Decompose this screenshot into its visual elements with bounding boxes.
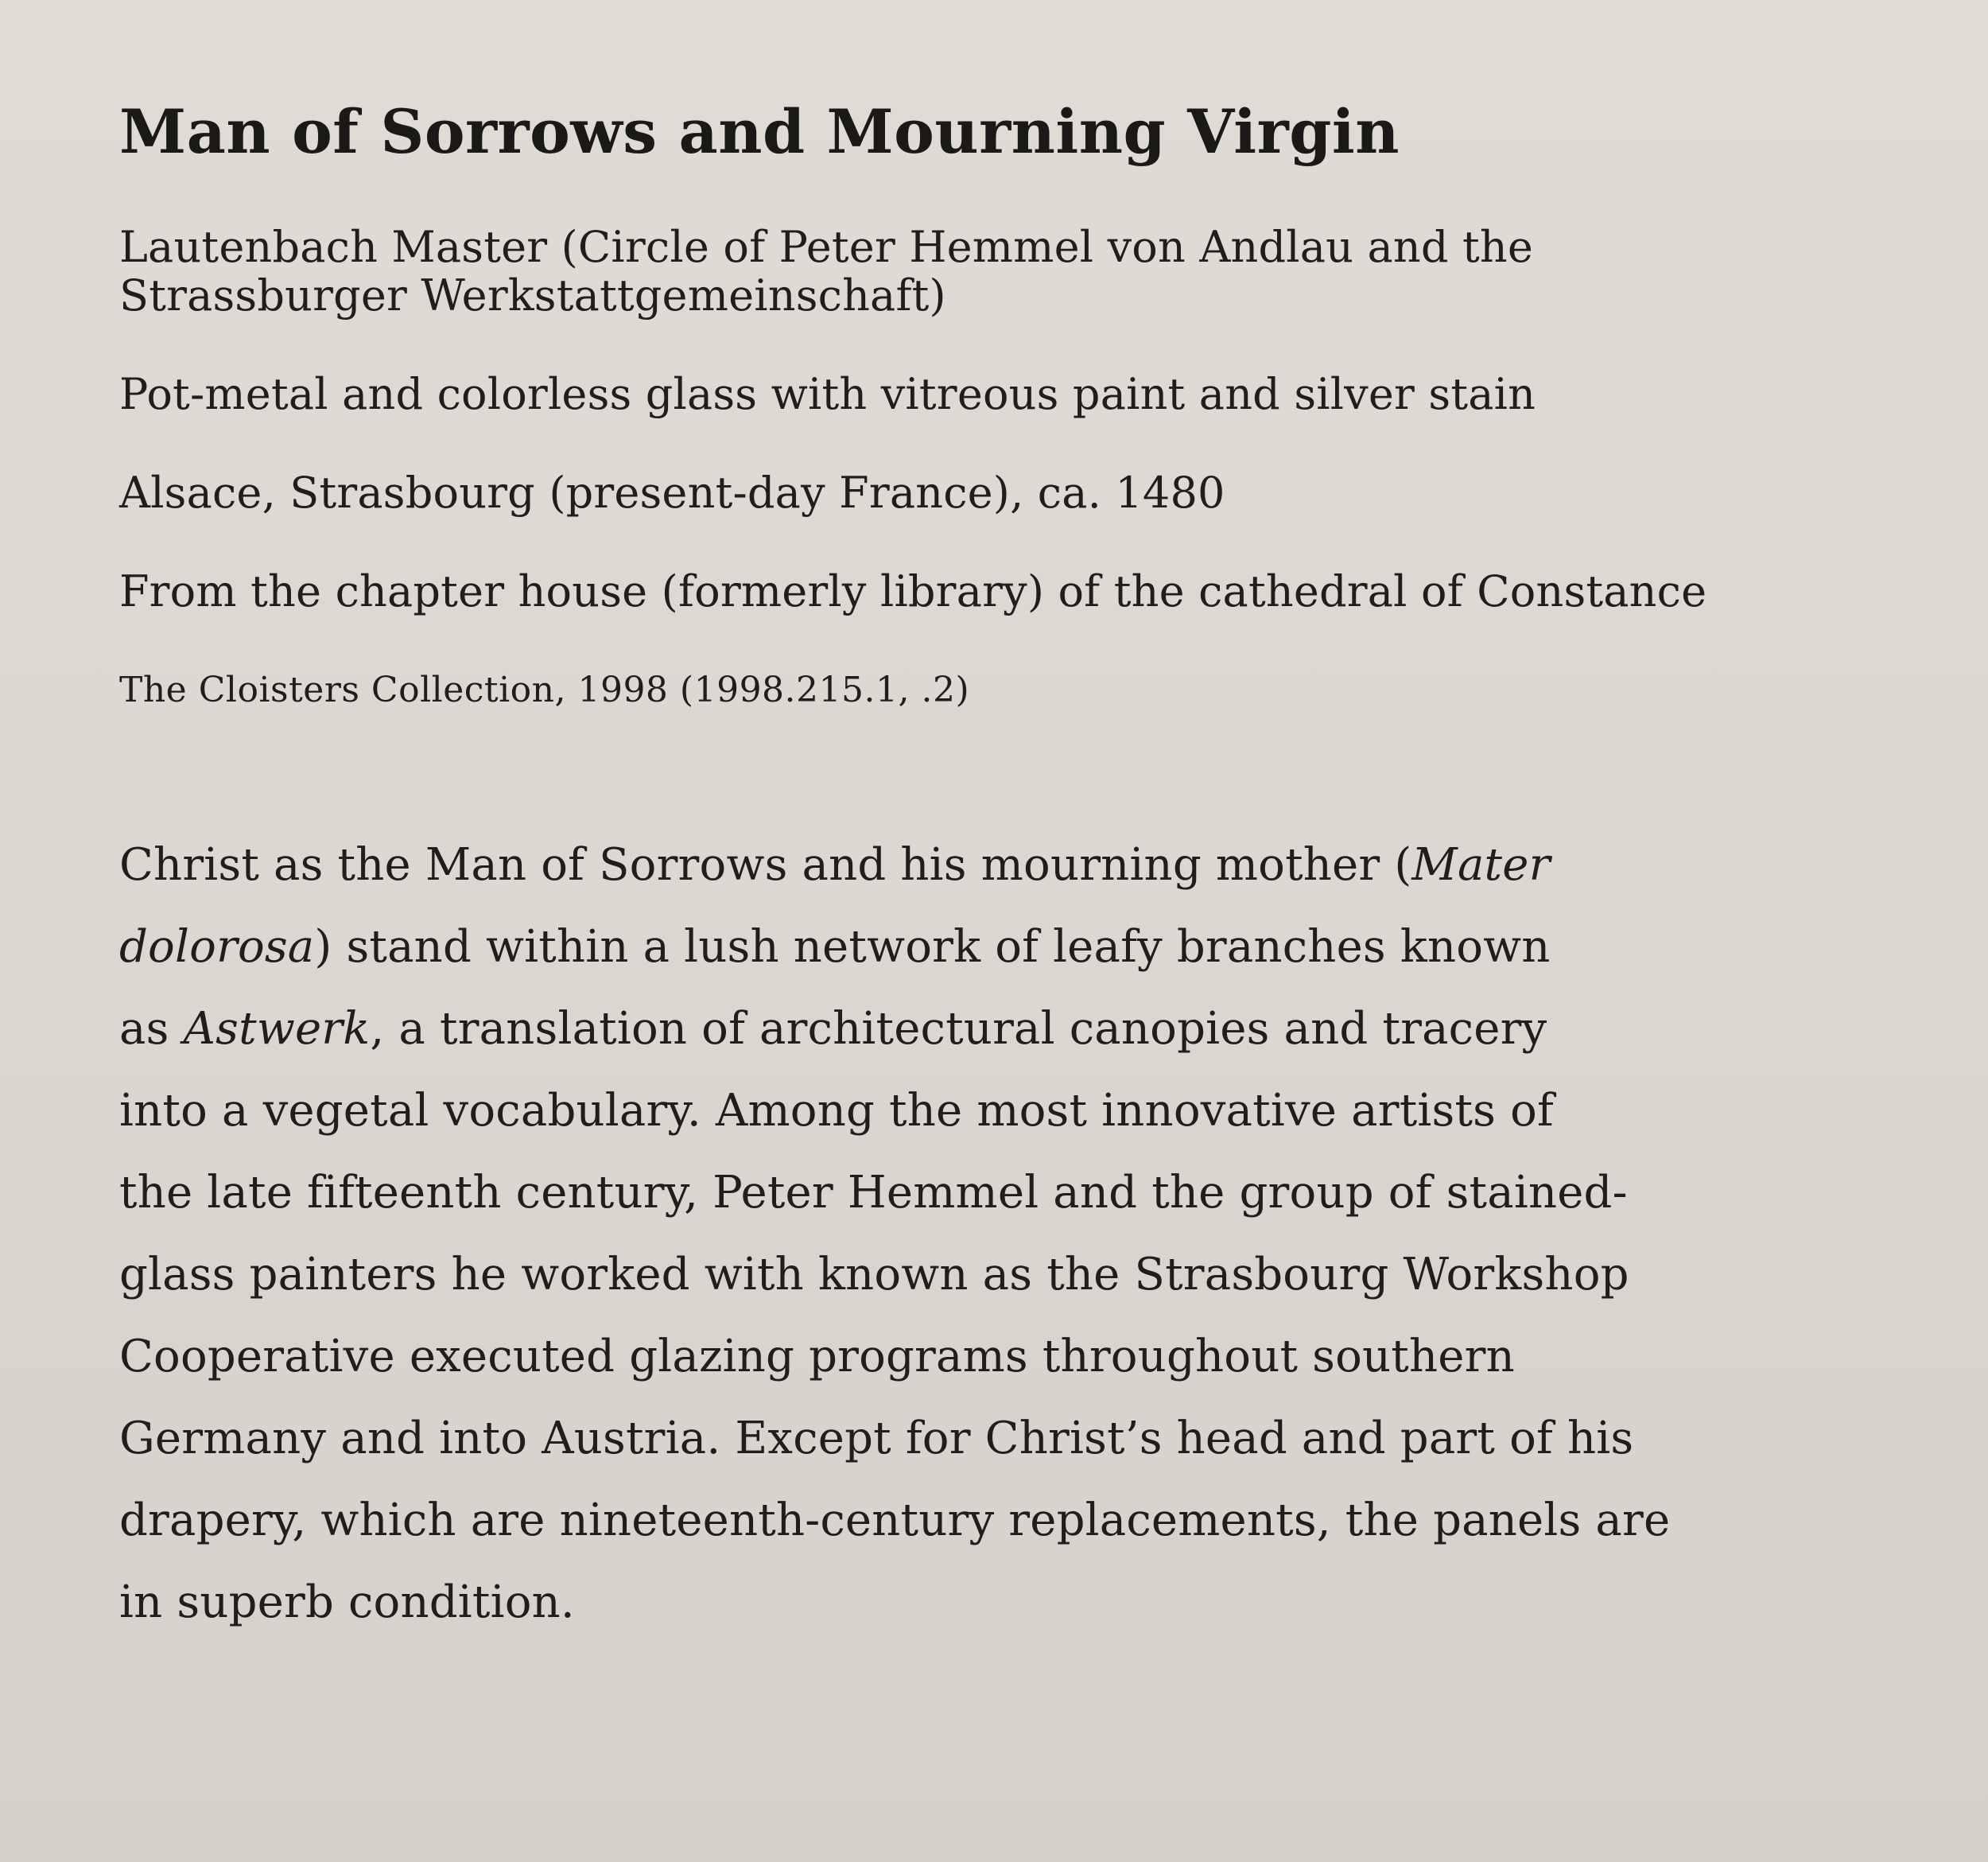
artwork-origin-date: Alsace, Strasbourg (present-day France), ca. 1480	[119, 468, 1225, 518]
artwork-medium: Pot-metal and colorless glass with vitreous paint and silver stain	[119, 369, 1536, 419]
description-line: Cooperative executed glazing programs throughout southern	[119, 1331, 1515, 1382]
artist-attribution-line-1: Lautenbach Master (Circle of Peter Hemmel von Andlau and the	[119, 222, 1534, 272]
artwork-metadata	[119, 223, 1948, 714]
credit-line: The Cloisters Collection, 1998 (1998.215.1, .2)	[119, 670, 970, 710]
description-line: Christ as the Man of Sorrows and his mourning mother (Mater	[119, 839, 1551, 891]
artist-attribution-line-2: Strassburger Werkstattgemeinschaft)	[119, 270, 946, 321]
artwork-title: Man of Sorrows and Mourning Virgin	[119, 96, 1400, 167]
description-line: into a vegetal vocabulary. Among the most innovative artists of	[119, 1085, 1554, 1137]
description-line: in superb condition.	[119, 1576, 575, 1628]
description-line: drapery, which are nineteenth-century replacements, the panels are	[119, 1495, 1671, 1546]
description-line: dolorosa) stand within a lush network of leafy branches known	[119, 921, 1551, 973]
description-line: Germany and into Austria. Except for Christ’s head and part of his	[119, 1413, 1634, 1464]
description-line: glass painters he worked with known as the Strasbourg Workshop	[119, 1249, 1629, 1300]
description-line: the late fifteenth century, Peter Hemmel and the group of stained-	[119, 1167, 1628, 1219]
artwork-provenance: From the chapter house (formerly library) of the cathedral of Constance	[119, 566, 1707, 616]
description-line: as Astwerk, a translation of architectural canopies and tracery	[119, 1003, 1547, 1055]
description-paragraph	[119, 824, 1869, 1643]
